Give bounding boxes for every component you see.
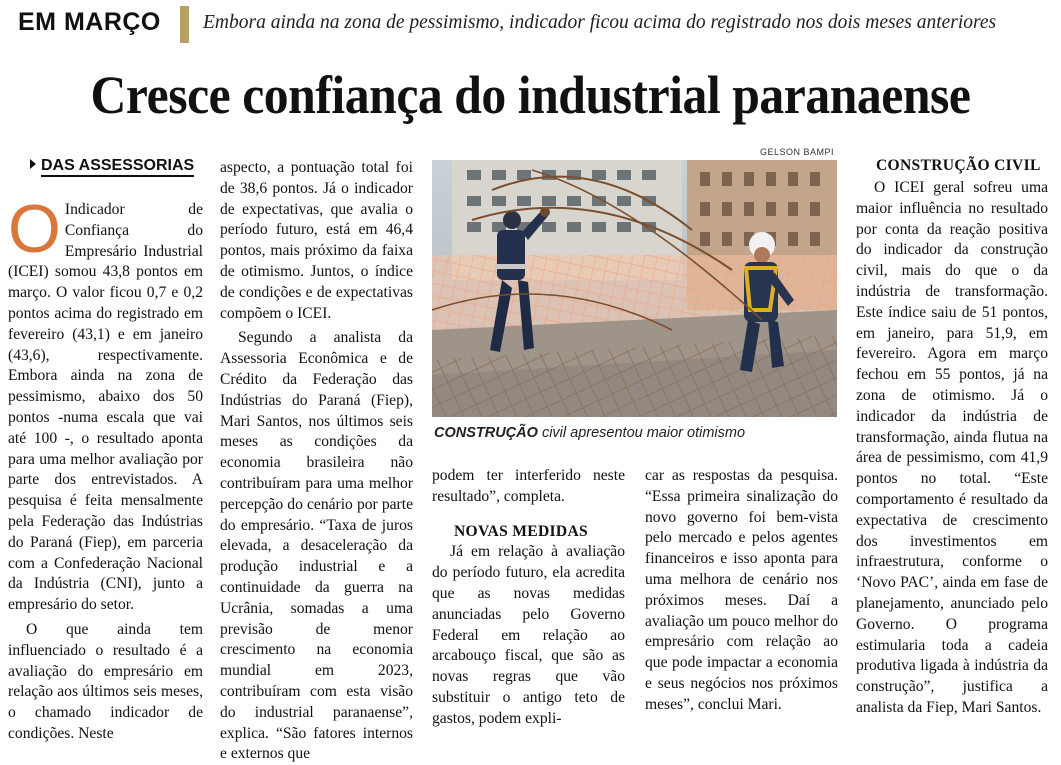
triangle-bullet-icon <box>30 159 36 169</box>
paragraph: Já em relação à avaliação do período futuro, ela acredita que as novas medidas anunciadas pelo Governo Federal em relação ao arcabouço fiscal, que são as novas regras que vão substituir o antigo teto de gastos, podem expli- <box>432 543 625 727</box>
subheading: NOVAS MEDIDAS <box>454 522 589 540</box>
section-tag-label: DAS ASSESSORIAS <box>41 157 194 177</box>
paragraph: podem ter interferido neste resultado”, completa. <box>432 467 625 505</box>
drop-cap: O <box>8 191 61 267</box>
paragraph: Segundo a analista da Assessoria Econômica e de Crédito da Federação das Indústrias do Paraná (Fiep), Mari Santos, nos últimos seis meses as condições da economia brasileira não contribuíram para uma melhor percepção do cenário por parte do empresário. “Taxa de juros elevada, a desaceleração da produção industrial e a continuidade da guerra na Ucrânia, somadas a uma previsão de menor crescimento na economia mundial em 2023, contribuíram com esta visão do industrial paranaense”, explica. “São fatores internos e externos que <box>220 329 413 763</box>
article-column-1 <box>8 191 203 745</box>
caption-text: civil apresentou maior otimismo <box>537 425 746 441</box>
photo-credit: GELSON BAMPI <box>760 147 835 157</box>
section-tag <box>30 157 194 175</box>
construction-photo <box>432 160 837 417</box>
paragraph: Indicador de Confiança do Empresário Industrial (ICEI) somou 43,8 pontos em março. O valor ficou 0,7 e 0,2 pontos acima do registrado em fevereiro (43,1) e em janeiro (43,6), respectivamente. Embora ainda na zona de pessimismo, abaixo dos 50 pontos -numa escala que vai até 100 -, o resultado aponta para uma melhor avaliação por parte dos entrevistados. A pesquisa é feita mensalmente pela Federação das Indústrias do Paraná (Fiep), em parceria com a Confederação Nacional da Indústria (CNI), junto a empresário do setor. <box>8 201 203 614</box>
kicker-divider <box>180 6 189 43</box>
headline: Cresce confiança do industrial paranaense <box>90 65 971 125</box>
paragraph: O que ainda tem influenciado o resultado é a avaliação do empresário em relação aos últimos seis meses, o chamado indicador de condições. Neste <box>8 620 203 742</box>
article-column-3 <box>432 466 625 730</box>
photo-caption <box>434 425 745 441</box>
subheading: CONSTRUÇÃO CIVIL <box>876 157 1041 174</box>
paragraph: aspecto, a pontuação total foi de 38,6 pontos. Já o indicador de expectativas, que avalia o período futuro, está em 46,4 pontos, mais próximo da faixa de otimismo. Juntos, o índice de condições e de expectativas compõem o ICEI. <box>220 159 413 322</box>
article-column-5 <box>856 178 1048 719</box>
paragraph: O ICEI geral sofreu uma maior influência no resultado por conta da reação positiva do indicador da construção civil, mais do que o da indústria de transformação. Este índice saiu de 51 pontos, em janeiro, para 51,9, em fevereiro. Agora em março fechou em 55 pontos, já na zona de otimismo. Já o indicador da indústria de transformação, ainda flutua na área de pessimismo, com 41,9 pontos no total. “Este comportamento é resultado da expectativa de crescimento dos investimentos em infraestrutura, conforme o ‘Novo PAC’, ainda em fase de planejamento, anunciado pelo Governo. O programa estimularia toda a cadeia produtiva ligada à indústria da construção”, justifica a analista da Fiep, Mari Santos. <box>856 179 1048 716</box>
paragraph: car as respostas da pesquisa. “Essa primeira sinalização do novo governo foi bem-vista pelo mercado e pelos agentes financeiros e isso aponta para uma melhora de cenário nos próximos meses. Daí a avaliação um pouco melhor do empresário com relação ao que pode impactar a economia e seus negócios nos próximos meses”, conclui Mari. <box>645 467 838 713</box>
kicker: EM MARÇO <box>18 8 161 36</box>
subtitle: Embora ainda na zona de pessimismo, indicador ficou acima do registrado nos dois meses anteriores <box>203 12 997 33</box>
article-column-4 <box>645 466 838 716</box>
article-column-2 <box>220 158 413 765</box>
caption-bold: CONSTRUÇÃO <box>434 425 538 441</box>
